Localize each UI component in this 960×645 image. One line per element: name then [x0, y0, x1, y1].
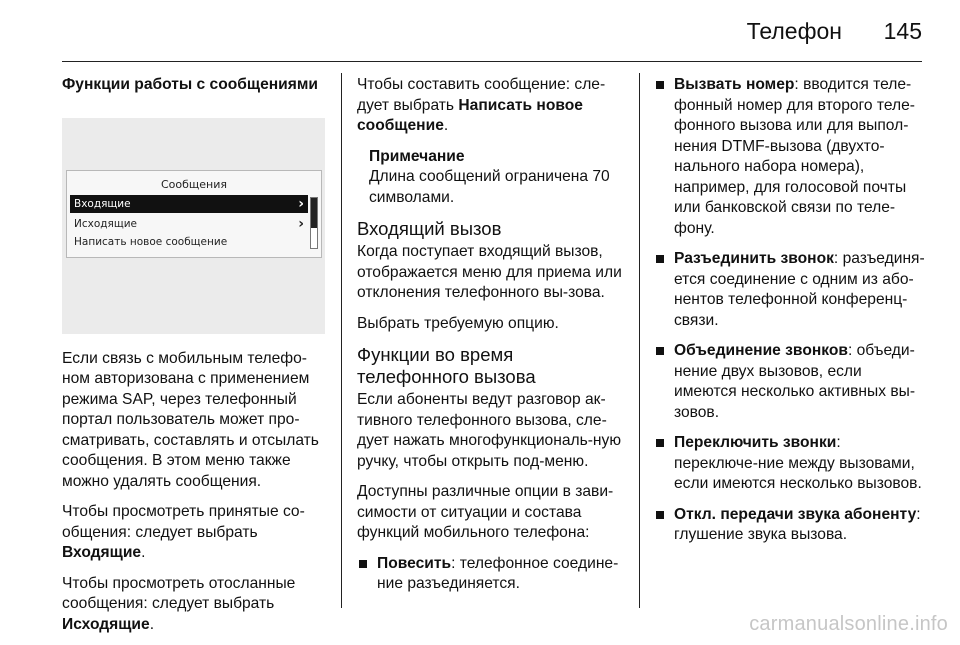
menu-item-label: Входящие: [74, 197, 131, 210]
note-text: Длина сообщений ограничена 70 символами.: [369, 168, 610, 206]
bullet-square-icon: [656, 81, 664, 89]
header-title: Телефон: [746, 18, 842, 44]
display-illustration: [62, 118, 325, 334]
bold-term: Откл. передачи звука абоненту: [674, 505, 917, 523]
paragraph: Когда поступает входящий вызов, отображается меню для приема или отклонения телефонного вы-зова.: [357, 243, 622, 301]
page-number: 145: [883, 18, 922, 44]
bold-term: Переключить звонки: [674, 434, 837, 451]
paragraph: Выбрать требуемую опцию.: [357, 314, 559, 332]
bullet-item: Вызвать номер: вводится теле-фонный номер для второго теле-фонного вызова или для выпол-нения DTMF-вызова (двухто-нального набора номера), например, для голосовой почты или банковской связи по теле-фону.: [654, 75, 926, 239]
scrollbar-thumb[interactable]: [311, 198, 317, 228]
column-2: [357, 75, 625, 605]
column-divider-1: [341, 73, 342, 608]
bullet-square-icon: [359, 560, 367, 568]
bullet-square-icon: [656, 347, 664, 355]
paragraph: Чтобы просмотреть принятые со-общения: следует выбрать Входящие.: [62, 503, 305, 561]
bold-term: Исходящие: [62, 615, 150, 633]
section-title: Функции работы с сообщениями: [62, 76, 318, 93]
bold-term: Разъединить звонок: [674, 250, 834, 267]
paragraph: Чтобы просмотреть отосланные сообщения: следует выбрать Исходящие.: [62, 574, 296, 633]
messages-screen: [66, 170, 322, 258]
bullet-item: Разъединить звонок: разъединя-ется соединение с одним из або-нентов телефонной конференц-связи.: [654, 249, 926, 331]
column-1: [62, 75, 327, 645]
column-3: [654, 75, 926, 556]
menu-item-new-message[interactable]: [70, 233, 308, 251]
menu-item-label: Написать новое сообщение: [74, 235, 228, 248]
bullet-item: Объединение звонков: объеди-нение двух вызовов, если имеются несколько активных вы-зовов.: [654, 341, 926, 423]
paragraph: Если абоненты ведут разговор ак-тивного телефонного вызова, сле-дует нажать многофункциональ-ную ручку, чтобы открыть под-меню.: [357, 391, 622, 470]
heading-during-call: Функции во время телефонного вызова: [357, 344, 536, 387]
heading-incoming-call: Входящий вызов: [357, 218, 502, 239]
chevron-right-icon: ›: [298, 215, 304, 232]
bold-term: Входящие: [62, 544, 142, 561]
scrollbar[interactable]: [310, 197, 318, 249]
menu-item-inbox[interactable]: [70, 195, 308, 213]
header-rule: [62, 61, 922, 62]
chevron-right-icon: ›: [298, 195, 304, 212]
bold-term: Повесить: [377, 554, 452, 572]
column-divider-2: [639, 73, 640, 608]
bold-term: Написать новое сообщение: [357, 96, 583, 134]
watermark: carmanualsonline.info: [749, 613, 948, 635]
note-label: Примечание: [369, 147, 465, 165]
bullet-square-icon: [656, 255, 664, 263]
paragraph: Чтобы составить сообщение: сле-дует выбрать Написать новое сообщение.: [357, 76, 606, 134]
bullet-item: Повесить: телефонное соедине-ние разъединяется.: [357, 554, 625, 595]
menu-item-outbox[interactable]: [70, 215, 308, 233]
bullet-square-icon: [656, 439, 664, 447]
paragraph: Доступны различные опции в зави-симости от ситуации и состава функций мобильного телефона:: [357, 483, 614, 541]
bullet-square-icon: [656, 511, 664, 519]
bold-term: Объединение звонков: [674, 342, 848, 359]
menu-item-label: Исходящие: [74, 217, 138, 230]
paragraph: Если связь с мобильным телефо-ном авторизована с применением режима SAP, через телефонный портал пользователь может про-сматривать, составлять и отсылать сообщения. В этом меню также можно удалять сообщения.: [62, 349, 319, 490]
screen-title: Сообщения: [160, 177, 227, 191]
bullet-item: Откл. передачи звука абоненту: глушение звука вызова.: [654, 505, 926, 546]
bullet-item: Переключить звонки: переключе-ние между вызовами, если имеются несколько вызовов.: [654, 433, 926, 495]
bold-term: Вызвать номер: [674, 76, 795, 93]
